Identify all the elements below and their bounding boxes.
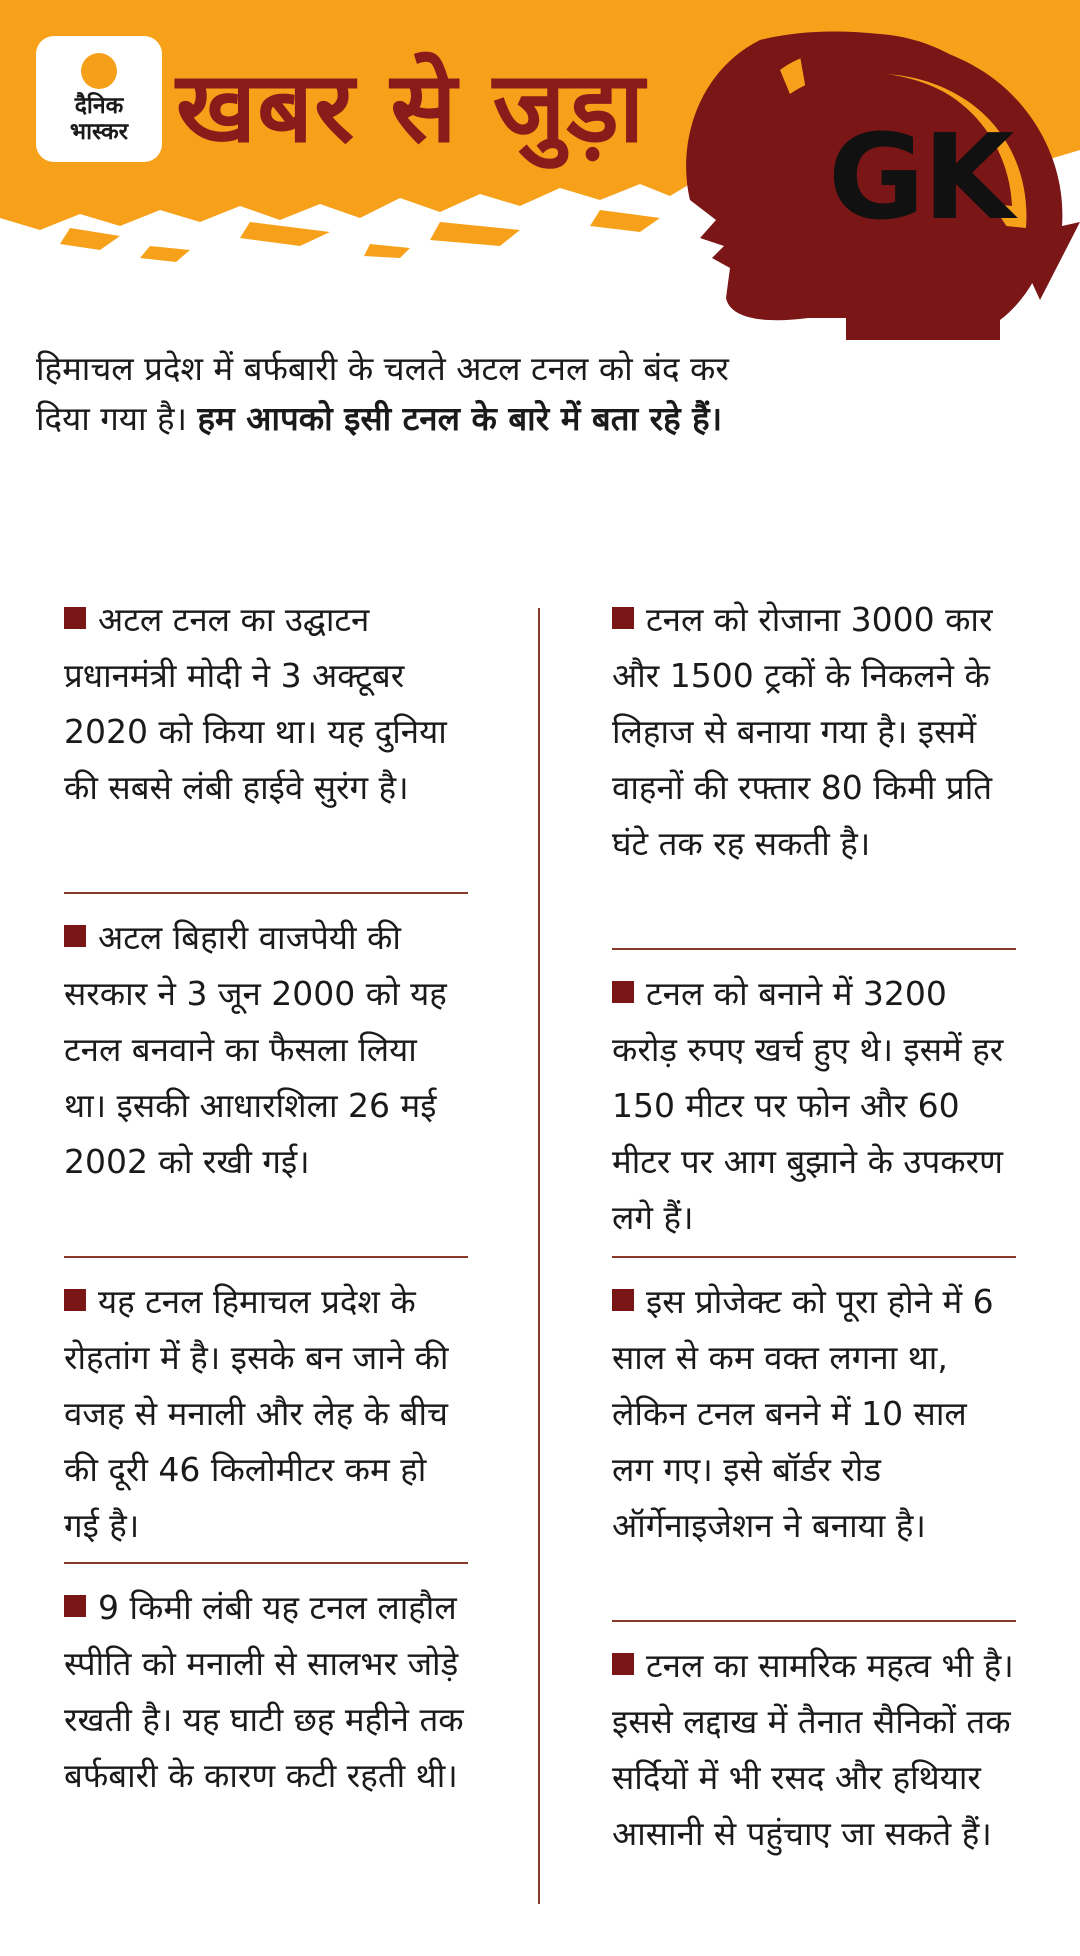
fact-text: टनल का सामरिक महत्व भी है। इससे लद्दाख में तैनात सैनिकों तक सर्दियों में भी रसद और हथियार आसानी से पहुंचाए जा सकते हैं।	[612, 1646, 1014, 1853]
fact-separator	[612, 948, 1016, 950]
dainik-bhaskar-logo	[36, 36, 162, 162]
intro-text: हिमाचल प्रदेश में बर्फबारी के चलते अटल टनल को बंद कर दिया गया है।	[36, 349, 729, 438]
fact-item	[64, 1580, 468, 1804]
fact-text: टनल को रोजाना 3000 कार और 1500 ट्रकों के निकलने के लिहाज से बनाया गया है। इसमें वाहनों की रफ्तार 80 किमी प्रति घंटे तक रह सकती है।	[612, 600, 993, 863]
header-banner	[0, 0, 1080, 340]
fact-text: 9 किमी लंबी यह टनल लाहौल स्पीति को मनाली से सालभर जोड़े रखती है। यह घाटी छह महीने तक बर्फबारी के कारण कटी रहती थी।	[64, 1588, 464, 1795]
column-divider	[538, 608, 540, 1904]
fact-separator	[64, 892, 468, 894]
square-bullet-icon	[612, 981, 634, 1003]
logo-text-line1: दैनिक	[74, 93, 124, 119]
fact-item	[612, 592, 1016, 872]
fact-item	[612, 1638, 1016, 1862]
square-bullet-icon	[64, 925, 86, 947]
fact-item	[64, 592, 468, 816]
square-bullet-icon	[612, 1289, 634, 1311]
fact-text: अटल टनल का उद्घाटन प्रधानमंत्री मोदी ने 3 अक्टूबर 2020 को किया था। यह दुनिया की सबसे लंबी हाईवे सुरंग है।	[64, 600, 447, 807]
fact-text: इस प्रोजेक्ट को पूरा होने में 6 साल से कम वक्त लगना था, लेकिन टनल बनने में 10 साल लग गए। इसे बॉर्डर रोड ऑर्गेनाइजेशन ने बनाया है।	[612, 1282, 994, 1545]
fact-item	[612, 966, 1016, 1246]
intro-text-bold: हम आपको इसी टनल के बारे में बता रहे हैं।	[197, 399, 723, 438]
square-bullet-icon	[64, 607, 86, 629]
fact-text: यह टनल हिमाचल प्रदेश के रोहतांग में है। इसके बन जाने की वजह से मनाली और लेह के बीच की दूरी 46 किलोमीटर कम हो गई है।	[64, 1282, 449, 1545]
square-bullet-icon	[64, 1289, 86, 1311]
page-title: खबर से जुड़ा	[176, 51, 646, 165]
intro-paragraph	[36, 344, 756, 444]
fact-separator	[612, 1620, 1016, 1622]
square-bullet-icon	[612, 1653, 634, 1675]
gk-badge: GK	[828, 108, 1013, 246]
fact-item	[64, 1274, 468, 1554]
fact-item	[612, 1274, 1016, 1554]
logo-text-line2: भास्कर	[69, 119, 129, 145]
square-bullet-icon	[612, 607, 634, 629]
square-bullet-icon	[64, 1595, 86, 1617]
fact-separator	[612, 1256, 1016, 1258]
fact-item	[64, 910, 468, 1190]
sun-icon	[81, 53, 117, 89]
fact-separator	[64, 1562, 468, 1564]
fact-text: अटल बिहारी वाजपेयी की सरकार ने 3 जून 2000 को यह टनल बनवाने का फैसला लिया था। इसकी आधारशिला 26 मई 2002 को रखी गई।	[64, 918, 447, 1181]
fact-separator	[64, 1256, 468, 1258]
fact-text: टनल को बनाने में 3200 करोड़ रुपए खर्च हुए थे। इसमें हर 150 मीटर पर फोन और 60 मीटर पर आग बुझाने के उपकरण लगे हैं।	[612, 974, 1004, 1237]
